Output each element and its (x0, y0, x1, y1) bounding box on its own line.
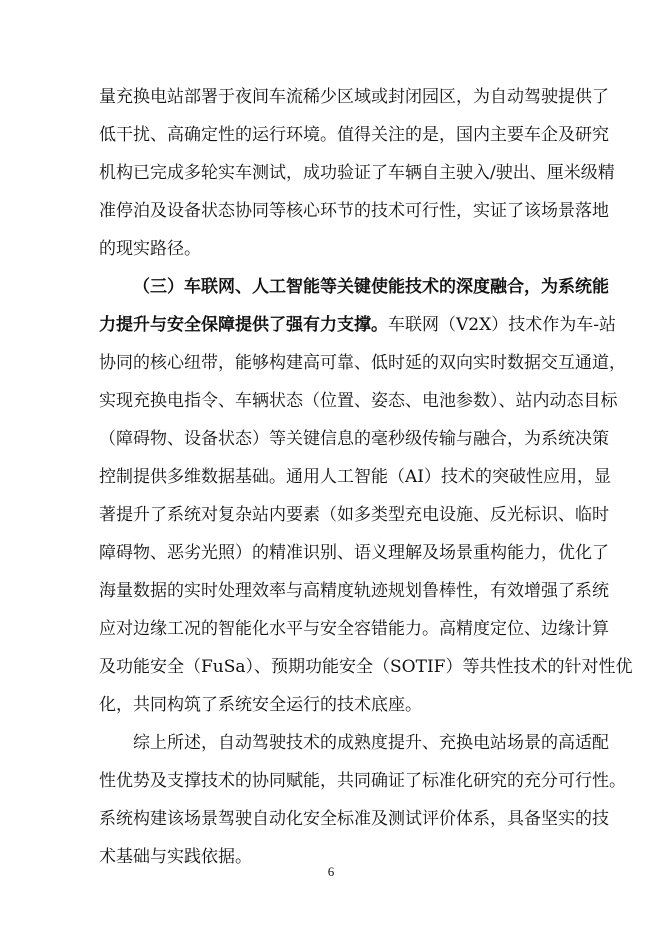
paragraph-2-line-11: 及功能安全（FuSa）、预期功能安全（SOTIF）等共性技术的针对性优 (99, 657, 633, 677)
section-heading-part-1: （三）车联网、人工智能等关键使能技术的深度融合，为系统能 (133, 277, 609, 297)
paragraph-1-line-3: 机构已完成多轮实车测试，成功验证了车辆自主驶入/驶出、厘米级精 (99, 163, 615, 183)
paragraph-2-line-2-text: 车联网（V2X）技术作为车-站 (388, 315, 616, 335)
paragraph-2-line-4: 实现充换电指令、车辆状态（位置、姿态、电池参数）、站内动态目标 (99, 391, 618, 411)
paragraph-2-line-1 (133, 268, 609, 306)
paragraph-2-line-7: 著提升了系统对复杂站内要素（如多类型充电设施、反光标识、临时 (99, 505, 609, 525)
paragraph-2-line-2 (99, 306, 616, 344)
paragraph-2-line-8: 障碍物、恶劣光照）的精准识别、语义理解及场景重构能力，优化了 (99, 543, 609, 563)
paragraph-2-line-12: 化，共同构筑了系统安全运行的技术底座。 (99, 695, 422, 715)
section-heading-part-2: 力提升与安全保障提供了强有力支撑。 (99, 315, 388, 335)
paragraph-2-line-6: 控制提供多维数据基础。通用人工智能（AI）技术的突破性应用，显 (99, 467, 611, 487)
page-number: 6 (327, 864, 335, 879)
paragraph-3-line-3: 系统构建该场景驾驶自动化安全标准及测试评价体系，具备坚实的技 (99, 809, 609, 829)
paragraph-2-line-9: 海量数据的实时处理效率与高精度轨迹规划鲁棒性，有效增强了系统 (99, 581, 609, 601)
paragraph-1-line-4: 准停泊及设备状态协同等核心环节的技术可行性，实证了该场景落地 (99, 201, 609, 221)
paragraph-1-line-1: 量充换电站部署于夜间车流稀少区域或封闭园区，为自动驾驶提供了 (99, 87, 609, 107)
paragraph-1-line-5: 的现实路径。 (99, 239, 201, 259)
paragraph-3-line-2: 性优势及支撑技术的协同赋能，共同确证了标准化研究的充分可行性。 (99, 771, 626, 791)
paragraph-2-line-3: 协同的核心纽带，能够构建高可靠、低时延的双向实时数据交互通道， (99, 353, 626, 373)
paragraph-3-line-1: 综上所述，自动驾驶技术的成熟度提升、充换电站场景的高适配 (133, 733, 609, 753)
paragraph-2-line-5: （障碍物、设备状态）等关键信息的毫秒级传输与融合，为系统决策 (99, 429, 609, 449)
paragraph-3-line-4: 术基础与实践依据。 (99, 847, 252, 867)
paragraph-2-line-10: 应对边缘工况的智能化水平与安全容错能力。高精度定位、边缘计算 (99, 619, 609, 639)
paragraph-1-line-2: 低干扰、高确定性的运行环境。值得关注的是，国内主要车企及研究 (99, 125, 609, 145)
